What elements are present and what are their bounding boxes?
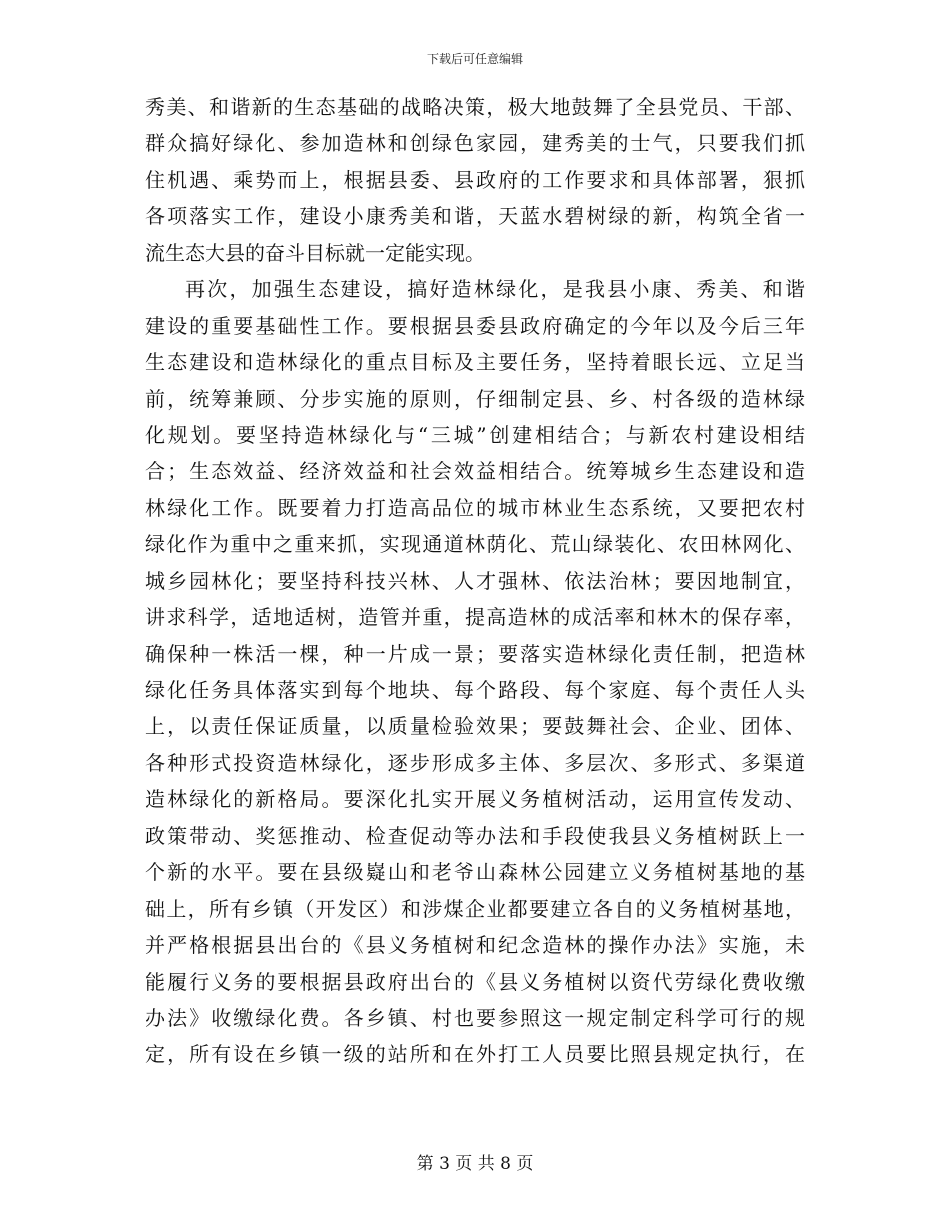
text-line: 城乡园林化；要坚持科技兴林、人才强林、依法治林；要因地制宜， [145, 568, 805, 593]
text-line: 办法》收缴绿化费。各乡镇、村也要参照这一规定制定科学可行的规 [145, 1005, 805, 1030]
text-line: 建设的重要基础性工作。要根据县委县政府确定的今年以及今后三年 [145, 313, 805, 338]
paragraph-first-line: 再次，加强生态建设，搞好造林绿化，是我县小康、秀美、和谐 [185, 277, 805, 302]
text-line: 个新的水平。要在县级嶷山和老爷山森林公园建立义务植树基地的基 [145, 860, 805, 885]
text-line: 秀美、和谐新的生态基础的战略决策，极大地鼓舞了全县党员、干部、 [145, 95, 805, 119]
text-line: 群众搞好绿化、参加造林和创绿色家园，建秀美的士气，只要我们抓 [145, 131, 805, 156]
text-line: 并严格根据县出台的《县义务植树和纪念造林的操作办法》实施，未 [145, 933, 805, 958]
text-line: 生态建设和造林绿化的重点目标及主要任务，坚持着眼长远、立足当 [145, 350, 805, 375]
text-line: 前，统筹兼顾、分步实施的原则，仔细制定县、乡、村各级的造林绿 [145, 386, 805, 411]
page-number-footer: 第 3 页 共 8 页 [416, 1154, 534, 1174]
text-line: 确保种一株活一棵，种一片成一景；要落实造林绿化责任制，把造林 [145, 641, 805, 666]
text-line: 讲求科学，适地适树，造管并重，提高造林的成活率和林木的保存率， [145, 605, 805, 630]
text-line: 化规划。要坚持造林绿化与“三城”创建相结合；与新农村建设相结 [145, 422, 805, 447]
text-line: 能履行义务的要根据县政府出台的《县义务植树以资代劳绿化费收缴 [145, 969, 805, 994]
text-line: 造林绿化的新格局。要深化扎实开展义务植树活动，运用宣传发动、 [145, 787, 805, 812]
text-line: 绿化任务具体落实到每个地块、每个路段、每个家庭、每个责任人头 [145, 678, 805, 702]
document-body [145, 89, 805, 1073]
text-line: 住机遇、乘势而上，根据县委、县政府的工作要求和具体部署，狠抓 [145, 167, 805, 192]
text-line: 流生态大县的奋斗目标就一定能实现。 [145, 240, 485, 265]
text-line: 绿化作为重中之重来抓，实现通道林荫化、荒山绿装化、农田林网化、 [145, 532, 805, 557]
text-line: 政策带动、奖惩推动、检查促动等办法和手段使我县义务植树跃上一 [145, 823, 805, 848]
text-line: 各种形式投资造林绿化，逐步形成多主体、多层次、多形式、多渠道 [145, 750, 805, 775]
text-line: 础上，所有乡镇（开发区）和涉煤企业都要建立各自的义务植树基地， [145, 896, 805, 921]
text-line: 各项落实工作，建设小康秀美和谐，天蓝水碧树绿的新，构筑全省一 [145, 204, 805, 229]
text-line: 上，以责任保证质量，以质量检验效果；要鼓舞社会、企业、团体、 [145, 714, 805, 739]
text-line: 林绿化工作。既要着力打造高品位的城市林业生态系统，又要把农村 [145, 495, 805, 520]
page-header: 下载后可任意编辑 [426, 52, 523, 66]
text-line: 定，所有设在乡镇一级的站所和在外打工人员要比照县规定执行，在 [145, 1042, 805, 1067]
text-line: 合；生态效益、经济效益和社会效益相结合。统筹城乡生态建设和造 [145, 459, 805, 484]
